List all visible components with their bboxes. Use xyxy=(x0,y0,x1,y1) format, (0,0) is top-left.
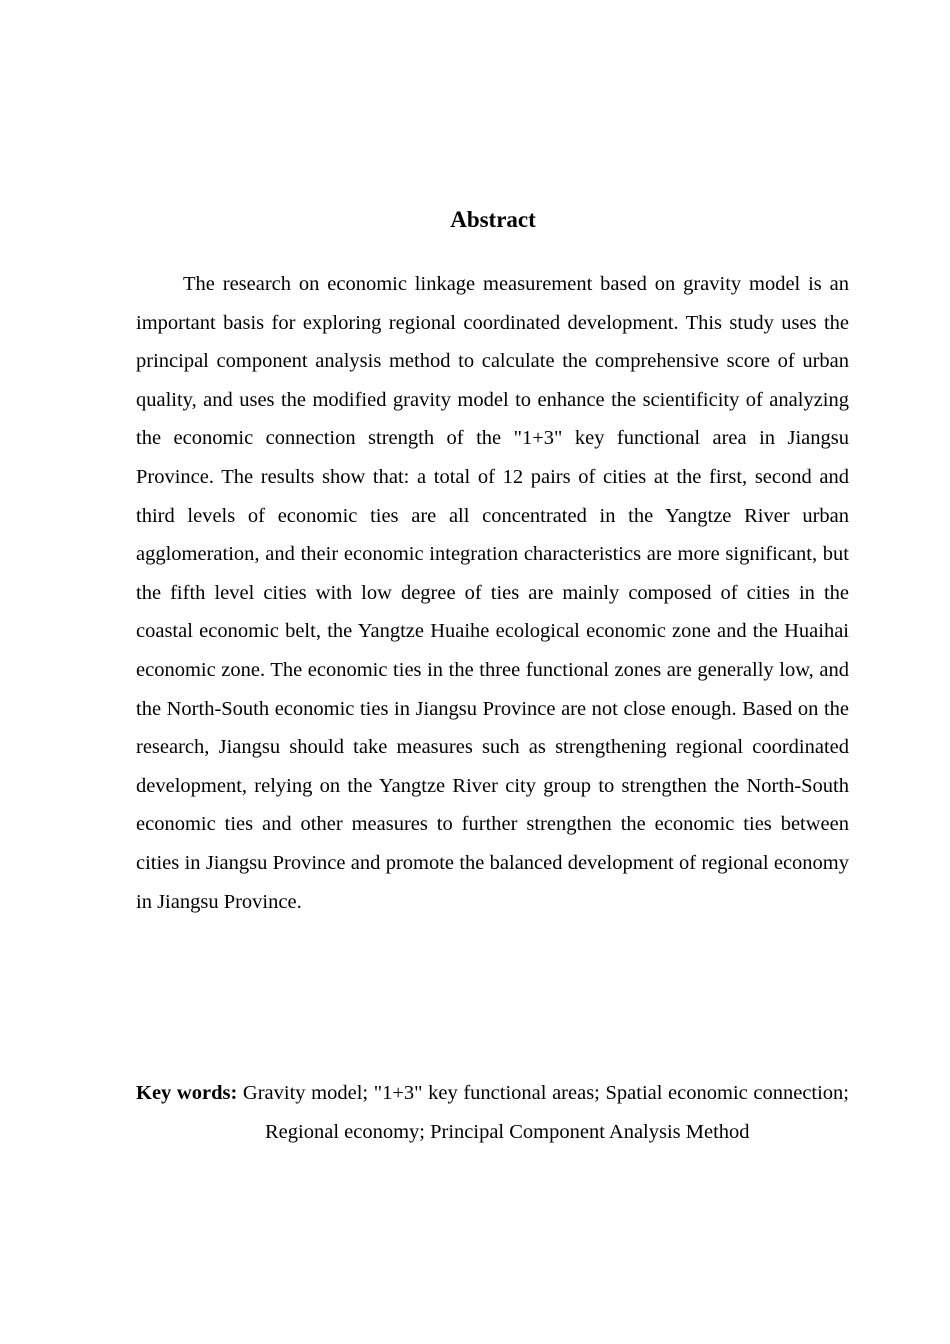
abstract-title: Abstract xyxy=(450,207,536,232)
keywords-text: Gravity model; "1+3" key functional areas; Spatial economic connection; Regional economy; Principal Component Analysis Method xyxy=(242,1082,849,1143)
keywords-line xyxy=(136,1074,849,1151)
keywords-label: Key words: xyxy=(136,1082,238,1104)
abstract-paragraph: The research on economic linkage measurement based on gravity model is an important basis for exploring regional coordinated development. This study uses the principal component analysis method to calculate the comprehensive score of urban quality, and uses the modified gravity model to enhance the scientificity of analyzing the economic connection strength of the "1+3" key functional area in Jiangsu Province. The results show that: a total of 12 pairs of cities at the first, second and third levels of economic ties are all concentrated in the Yangtze River urban agglomeration, and their economic integration characteristics are more significant, but the fifth level cities with low degree of ties are mainly composed of cities in the coastal economic belt, the Yangtze Huaihe ecological economic zone and the Huaihai economic zone. The economic ties in the three functional zones are generally low, and the North-South economic ties in Jiangsu Province are not close enough. Based on the research, Jiangsu should take measures such as strengthening regional coordinated development, relying on the Yangtze River city group to strengthen the North-South economic ties and other measures to further strengthen the economic ties between cities in Jiangsu Province and promote the balanced development of regional economy in Jiangsu Province. xyxy=(136,273,849,913)
